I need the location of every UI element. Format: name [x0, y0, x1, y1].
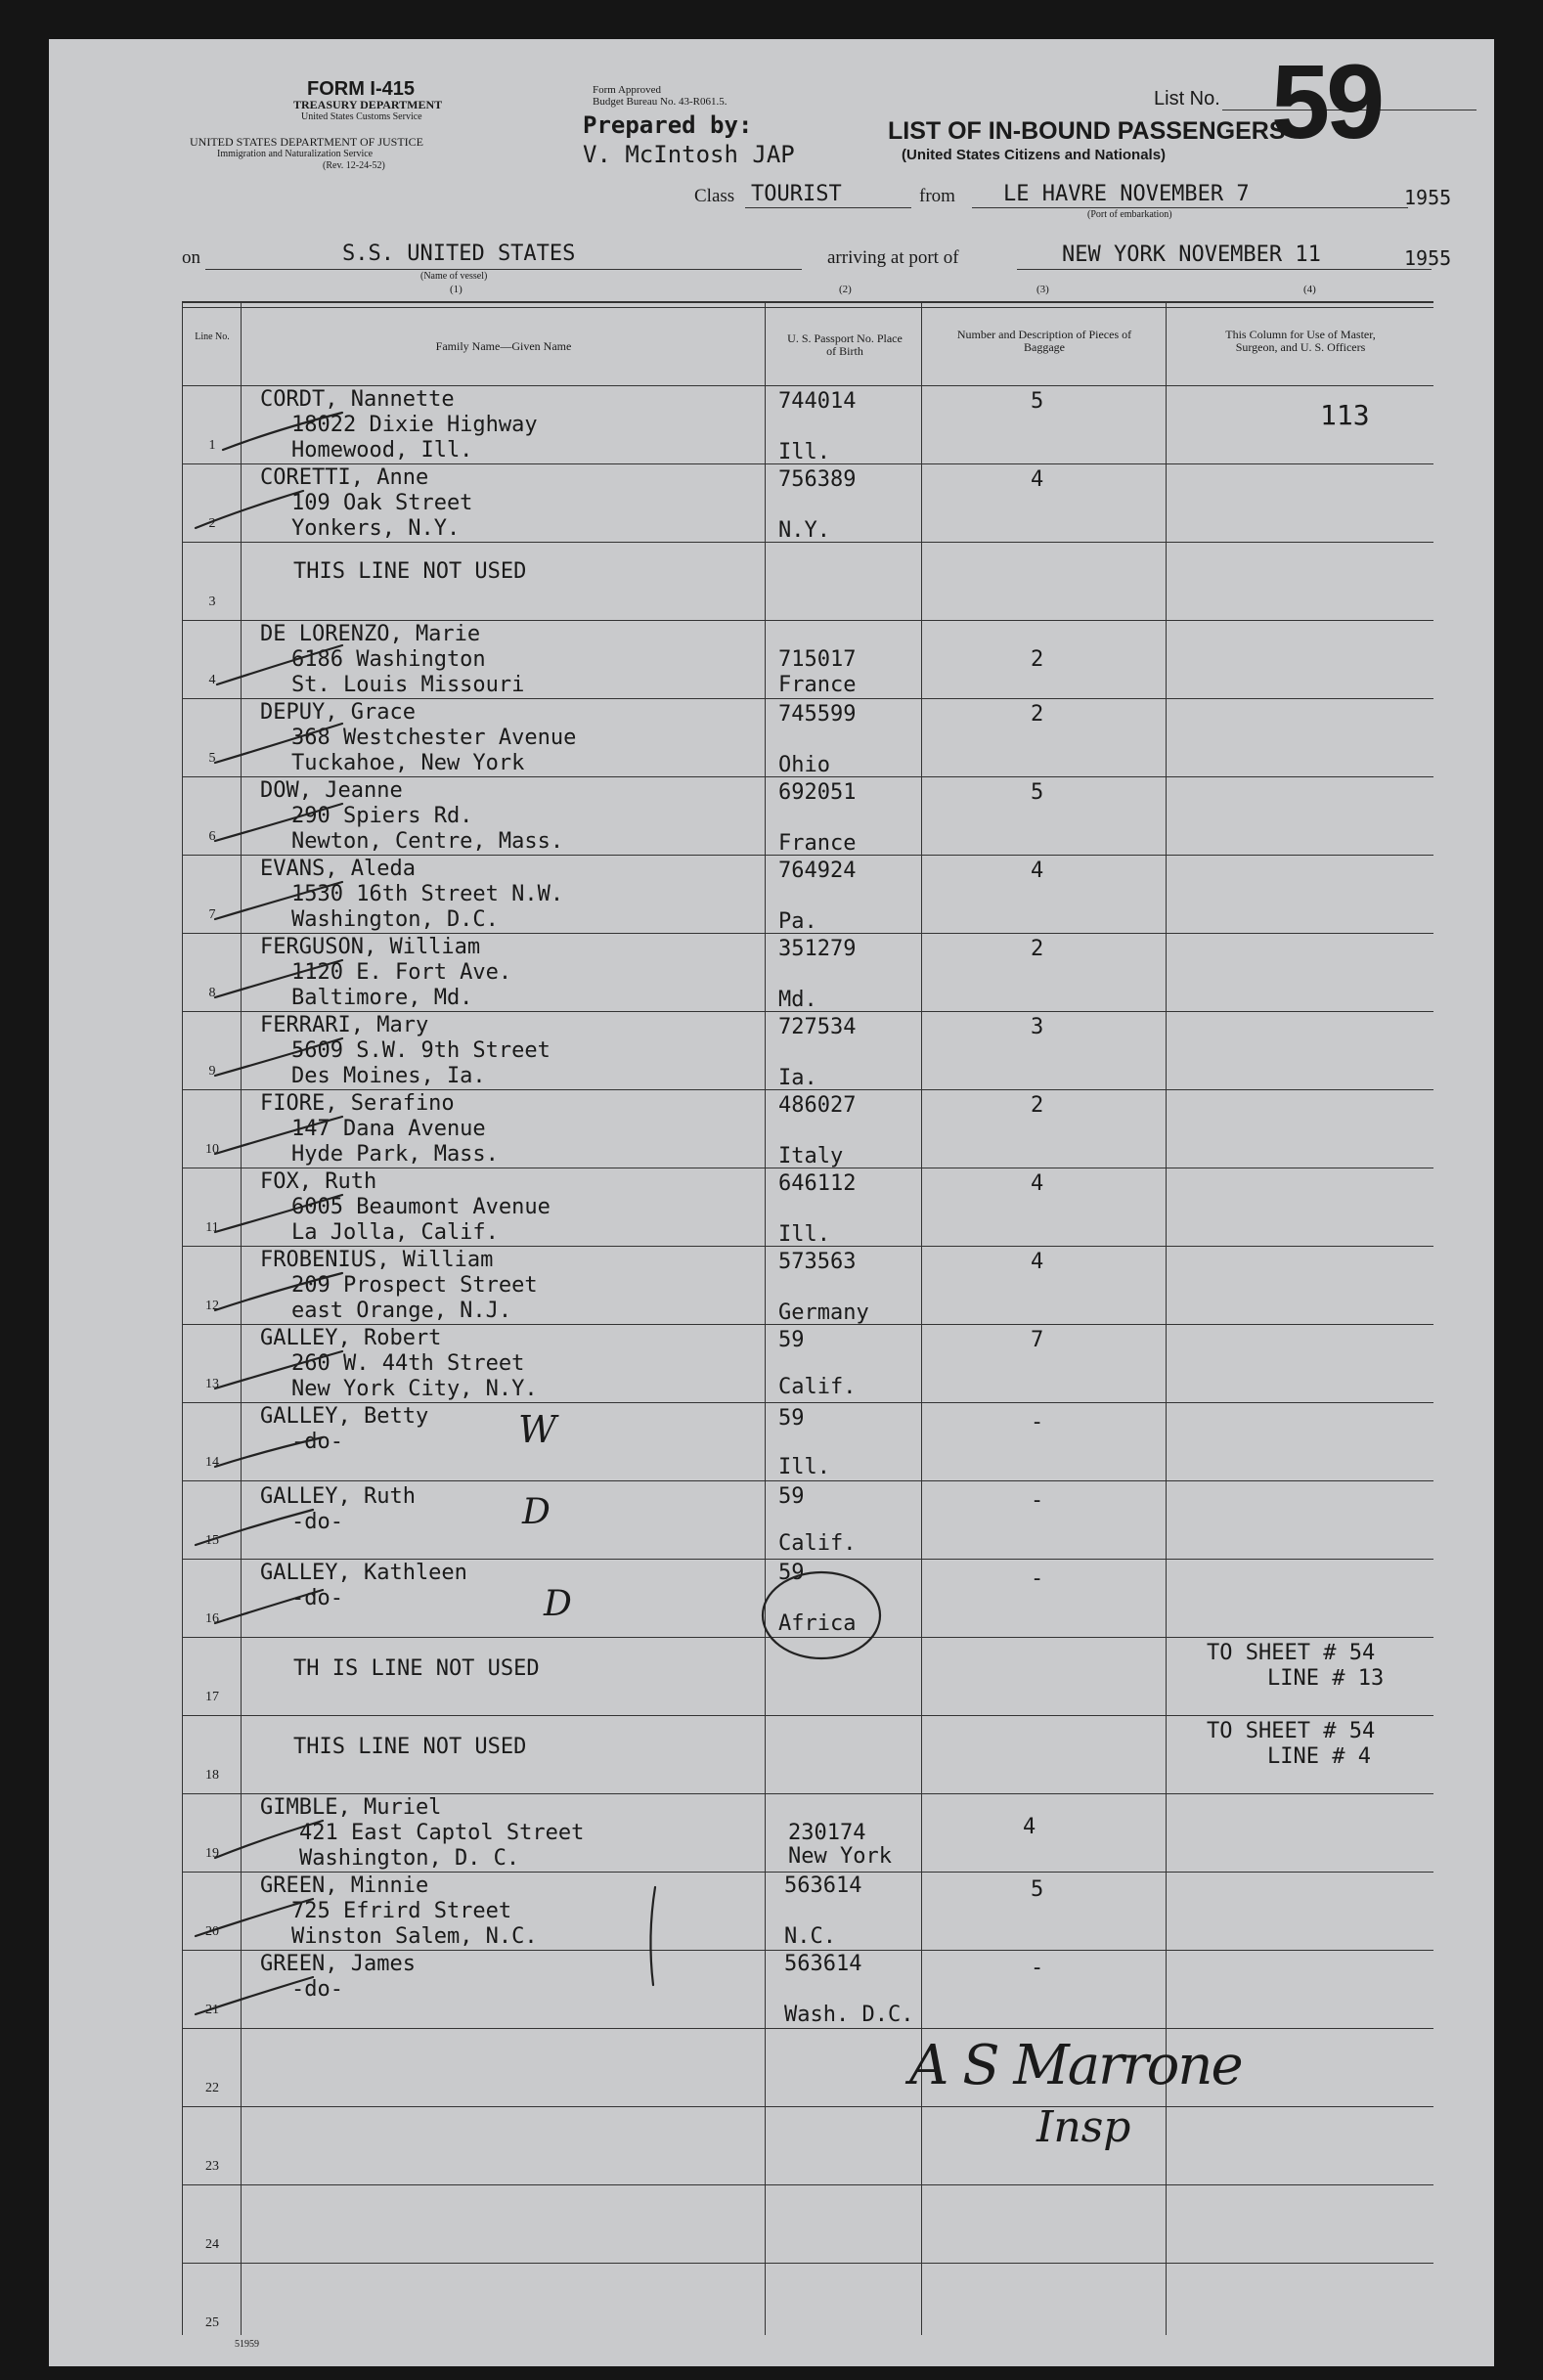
handwritten-mark: W — [518, 1408, 557, 1451]
embark-caption: (Port of embarkation) — [1087, 209, 1172, 220]
place-of-birth: N.C. — [784, 1924, 836, 1949]
passenger-address: 147 Dana Avenue — [291, 1117, 486, 1141]
passenger-name: FOX, Ruth — [260, 1169, 377, 1194]
revision: (Rev. 12-24-52) — [323, 160, 385, 171]
ins-service: Immigration and Naturalization Service — [217, 149, 374, 159]
officer-note: 113 — [1320, 399, 1370, 431]
class-value: TOURIST — [751, 182, 842, 206]
line-number: 23 — [205, 2159, 219, 2174]
passenger-name: GALLEY, Ruth — [260, 1484, 416, 1509]
passenger-city: Winston Salem, N.C. — [291, 1924, 538, 1949]
line-number: 12 — [205, 1299, 219, 1313]
col-num-3: (3) — [1036, 284, 1049, 295]
line-not-used: THIS LINE NOT USED — [293, 559, 527, 584]
arriving-label: arriving at port of — [827, 247, 959, 268]
passport-number: 692051 — [778, 780, 857, 805]
passport-number: 486027 — [778, 1093, 857, 1118]
baggage-count: 4 — [1031, 467, 1044, 492]
col-num-1: (1) — [450, 284, 463, 295]
passenger-address: -do- — [291, 1977, 343, 2002]
inspector-signature: A S Marrone — [909, 2034, 1242, 2097]
line-number: 1 — [208, 438, 216, 453]
col-header-name: Family Name—Given Name — [435, 339, 572, 353]
col-num-4: (4) — [1303, 284, 1316, 295]
passport-number: 744014 — [778, 389, 857, 414]
passenger-name: GALLEY, Betty — [260, 1404, 429, 1429]
place-of-birth: Wash. D.C. — [784, 2003, 914, 2027]
from-label: from — [919, 186, 955, 206]
passenger-name: GALLEY, Robert — [260, 1326, 442, 1350]
passenger-address: -do- — [291, 1586, 343, 1610]
passenger-address: 1530 16th Street N.W. — [291, 882, 564, 906]
list-no-label: List No. — [1154, 88, 1220, 110]
line-number: 3 — [208, 595, 216, 609]
passenger-city: Washington, D. C. — [299, 1846, 520, 1871]
passenger-name: DOW, Jeanne — [260, 778, 403, 803]
place-of-birth: Africa — [778, 1611, 857, 1636]
place-of-birth: Ohio — [778, 753, 830, 777]
prepared-by-label: Prepared by: — [583, 111, 753, 139]
line-number: 5 — [208, 751, 216, 766]
baggage-count: - — [1031, 1410, 1044, 1434]
passport-number: 715017 — [778, 647, 857, 672]
line-number: 18 — [205, 1768, 219, 1783]
justice-dept: UNITED STATES DEPARTMENT OF JUSTICE — [190, 135, 424, 149]
place-of-birth: Pa. — [778, 909, 817, 934]
passport-number: 573563 — [778, 1250, 857, 1274]
passenger-city: Des Moines, Ia. — [291, 1064, 486, 1088]
class-label: Class — [694, 186, 735, 206]
line-number: 24 — [205, 2237, 219, 2252]
place-of-birth: Ia. — [778, 1066, 817, 1090]
passenger-name: CORDT, Nannette — [260, 387, 455, 412]
passenger-address: 290 Spiers Rd. — [291, 804, 473, 828]
passenger-name: FROBENIUS, William — [260, 1248, 494, 1272]
passport-number: 646112 — [778, 1171, 857, 1196]
passenger-city: La Jolla, Calif. — [291, 1220, 499, 1245]
print-code: 51959 — [235, 2339, 259, 2350]
passenger-name: FIORE, Serafino — [260, 1091, 455, 1116]
passenger-city: St. Louis Missouri — [291, 673, 525, 697]
col-num-2: (2) — [839, 284, 852, 295]
baggage-count: 2 — [1031, 1093, 1044, 1118]
passenger-address: 5609 S.W. 9th Street — [291, 1038, 551, 1063]
col-header-officers: This Column for Use of Master, Surgeon, and U. S. Officers — [1225, 328, 1376, 354]
passenger-address: 1120 E. Fort Ave. — [291, 960, 512, 985]
embark-year: 1955 — [1404, 186, 1452, 209]
passenger-city: New York City, N.Y. — [291, 1377, 538, 1401]
treasury-dept: TREASURY DEPARTMENT — [293, 98, 443, 111]
passenger-address: 18022 Dixie Highway — [291, 413, 538, 437]
place-of-birth: France — [778, 673, 857, 697]
passenger-name: CORETTI, Anne — [260, 465, 429, 490]
col-header-line: Line No. — [195, 331, 230, 342]
passenger-name: GALLEY, Kathleen — [260, 1561, 467, 1585]
passenger-address: -do- — [291, 1430, 343, 1454]
line-number: 8 — [208, 986, 216, 1000]
passport-number: 230174 — [788, 1821, 866, 1845]
line-number: 6 — [208, 829, 216, 844]
passenger-name: EVANS, Aleda — [260, 857, 416, 881]
place-of-birth: Germany — [778, 1300, 869, 1325]
passenger-address: 260 W. 44th Street — [291, 1351, 525, 1376]
passenger-name: GREEN, Minnie — [260, 1873, 429, 1898]
customs-service: United States Customs Service — [301, 111, 422, 122]
baggage-count: 4 — [1023, 1815, 1036, 1839]
passport-number: 756389 — [778, 467, 857, 492]
passport-number: 59 — [778, 1561, 805, 1585]
line-not-used: THIS LINE NOT USED — [293, 1735, 527, 1759]
form-subtitle: (United States Citizens and Nationals) — [902, 147, 1167, 163]
check-marks — [49, 39, 1494, 2366]
line-number: 2 — [208, 516, 216, 531]
vessel-caption: (Name of vessel) — [420, 271, 488, 282]
officer-note: TO SHEET # 54 — [1207, 1719, 1376, 1743]
budget-bureau: Budget Bureau No. 43-R061.5. — [593, 96, 727, 108]
passenger-name: GIMBLE, Muriel — [260, 1795, 442, 1820]
line-number: 13 — [205, 1377, 219, 1391]
passenger-address: 725 Efrird Street — [291, 1899, 512, 1923]
passenger-address: -do- — [291, 1510, 343, 1534]
place-of-birth: Ill. — [778, 1222, 830, 1247]
passenger-address: 6186 Washington — [291, 647, 486, 672]
baggage-count: 2 — [1031, 702, 1044, 727]
line-number: 17 — [205, 1690, 219, 1704]
place-of-birth: Ill. — [778, 440, 830, 464]
passenger-city: Yonkers, N.Y. — [291, 516, 461, 541]
baggage-count: 2 — [1031, 937, 1044, 961]
line-number: 25 — [205, 2315, 219, 2330]
vessel-name: S.S. UNITED STATES — [342, 242, 576, 266]
handwritten-mark: D — [544, 1584, 572, 1624]
line-number: 16 — [205, 1611, 219, 1626]
baggage-count: 3 — [1031, 1015, 1044, 1039]
place-of-birth: Calif. — [778, 1375, 857, 1399]
passport-number: 563614 — [784, 1952, 862, 1976]
passenger-city: Washington, D.C. — [291, 907, 499, 932]
baggage-count: 4 — [1031, 1250, 1044, 1274]
officer-note: LINE # 4 — [1267, 1744, 1371, 1769]
form-title: LIST OF IN-BOUND PASSENGERS — [888, 117, 1286, 145]
line-number: 20 — [205, 1924, 219, 1939]
passenger-city: Homewood, Ill. — [291, 438, 473, 463]
line-number: 15 — [205, 1533, 219, 1548]
col-header-passport: U. S. Passport No. Place of Birth — [787, 331, 903, 358]
passenger-name: FERRARI, Mary — [260, 1013, 429, 1037]
place-of-birth: Italy — [778, 1144, 844, 1168]
passenger-name: FERGUSON, William — [260, 935, 481, 959]
line-number: 7 — [208, 907, 216, 922]
line-number: 9 — [208, 1064, 216, 1079]
passenger-city: Hyde Park, Mass. — [291, 1142, 499, 1167]
line-number: 19 — [205, 1846, 219, 1861]
baggage-count: 5 — [1031, 1877, 1044, 1902]
baggage-count: 5 — [1031, 389, 1044, 414]
place-of-birth: Md. — [778, 988, 817, 1012]
passenger-address: 109 Oak Street — [291, 491, 473, 515]
passport-number: 727534 — [778, 1015, 857, 1039]
form-approved: Form Approved — [593, 84, 661, 96]
passport-number: 351279 — [778, 937, 857, 961]
passenger-city: Newton, Centre, Mass. — [291, 829, 564, 854]
on-label: on — [182, 247, 200, 268]
passenger-address: 209 Prospect Street — [291, 1273, 538, 1298]
col-header-baggage: Number and Description of Pieces of Baggage — [956, 328, 1132, 354]
baggage-count: 5 — [1031, 780, 1044, 805]
baggage-count: - — [1031, 1956, 1044, 1980]
line-number: 4 — [208, 673, 216, 687]
passport-number: 745599 — [778, 702, 857, 727]
line-number: 10 — [205, 1142, 219, 1157]
place-of-birth: France — [778, 831, 857, 856]
prepared-by-name: V. McIntosh JAP — [583, 141, 795, 168]
embarkation: LE HAVRE NOVEMBER 7 — [1003, 182, 1250, 206]
baggage-count: 4 — [1031, 859, 1044, 883]
passenger-name: DEPUY, Grace — [260, 700, 416, 725]
passenger-city: Tuckahoe, New York — [291, 751, 525, 775]
list-no: 59 — [1271, 42, 1382, 160]
manifest-sheet — [49, 39, 1494, 2366]
passport-number: 59 — [778, 1328, 805, 1352]
baggage-count: 4 — [1031, 1171, 1044, 1196]
officer-note: TO SHEET # 54 — [1207, 1641, 1376, 1665]
passenger-address: 368 Westchester Avenue — [291, 726, 577, 750]
form-number: FORM I-415 — [307, 78, 416, 100]
passport-number: 59 — [778, 1484, 805, 1509]
place-of-birth: Calif. — [778, 1531, 857, 1556]
handwritten-mark: D — [522, 1492, 551, 1532]
arrival: NEW YORK NOVEMBER 11 — [1062, 242, 1321, 267]
passenger-name: GREEN, James — [260, 1952, 416, 1976]
passenger-address: 6005 Beaumont Avenue — [291, 1195, 551, 1219]
place-of-birth: Ill. — [778, 1455, 830, 1479]
place-of-birth: New York — [788, 1844, 892, 1869]
passport-number: 563614 — [784, 1873, 862, 1898]
arrival-year: 1955 — [1404, 246, 1452, 270]
line-not-used: TH IS LINE NOT USED — [293, 1656, 540, 1681]
inspector-title: Insp — [1036, 2102, 1131, 2152]
baggage-count: - — [1031, 1566, 1044, 1591]
baggage-count: 7 — [1031, 1328, 1044, 1352]
passenger-address: 421 East Captol Street — [299, 1821, 585, 1845]
passenger-city: east Orange, N.J. — [291, 1299, 512, 1323]
officer-note: LINE # 13 — [1267, 1666, 1385, 1691]
passport-number: 59 — [778, 1406, 805, 1431]
line-number: 14 — [205, 1455, 219, 1470]
passport-number: 764924 — [778, 859, 857, 883]
line-number: 11 — [205, 1220, 219, 1235]
place-of-birth: N.Y. — [778, 518, 830, 543]
baggage-count: 2 — [1031, 647, 1044, 672]
line-number: 22 — [205, 2081, 219, 2095]
passenger-city: Baltimore, Md. — [291, 986, 473, 1010]
line-number: 21 — [205, 2003, 219, 2017]
baggage-count: - — [1031, 1488, 1044, 1513]
passenger-name: DE LORENZO, Marie — [260, 622, 481, 646]
